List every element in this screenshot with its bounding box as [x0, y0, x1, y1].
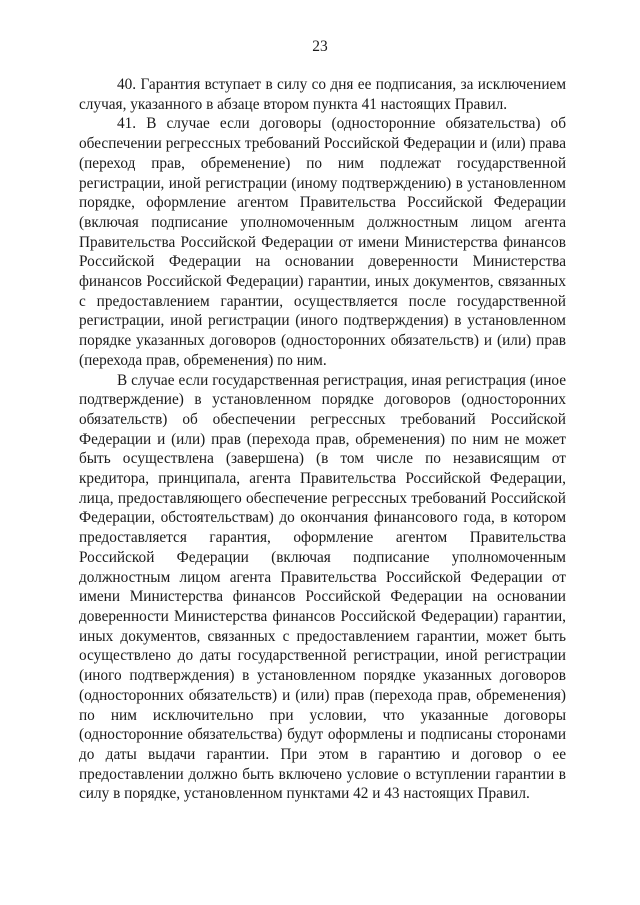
page-number: 23 — [312, 38, 328, 55]
paragraph-41-second: В случае если государственная регистрация, иная регистрация (иное подтверждение) в установленном порядке договоров (односторонних обязательств) об обеспечении регрессных требований Российской Федерации и (или) прав (перехода прав, обременения) по ним не может быть осуществлена (завершена) (в том числе по независящим от кредитора, принципала, агента Правительства Российской Федерации, лица, предоставляющего обеспечение регрессных требований Российской Федерации, обстоятельствам) до окончания финансового года, в котором предоставляется гарантия, оформление агентом Правительства Российской Федерации (включая подписание уполномоченным должностным лицом агента Правительства Российской Федерации от имени Министерства финансов Российской Федерации на основании доверенности Министерства финансов Российской Федерации) гарантии, иных документов, связанных с предоставлением гарантии, может быть осуществлено до даты государственной регистрации, иной регистрации (иного подтверждения) в установленном порядке указанных договоров (односторонних обязательств) и (или) прав (перехода прав, обременения) по ним исключительно при условии, что указанные договоры (односторонние обязательства) будут оформлены и подписаны сторонами до даты выдачи гарантии. При этом в гарантию и договор о ее предоставлении должно быть включено условие о вступлении гарантии в силу в порядке, установленном пунктами 42 и 43 настоящих Правил. — [79, 371, 566, 803]
paragraph-41: 41. В случае если договоры (односторонние обязательства) об обеспечении регрессных требований Российской Федерации и (или) права (переход прав, обременение) по ним подлежат государственной регистрации, иной регистрации (иному подтверждению) в установленном порядке, оформление агентом Правительства Российской Федерации (включая подписание уполномоченным должностным лицом агента Правительства Российской Федерации от имени Министерства финансов Российской Федерации на основании доверенности Министерства финансов Российской Федерации) гарантии, иных документов, связанных с предоставлением гарантии, осуществляется после государственной регистрации, иной регистрации (иного подтверждения) в установленном порядке указанных договоров (односторонних обязательств) и (или) прав (перехода прав, обременения) по ним. — [79, 115, 566, 369]
paragraph-40: 40. Гарантия вступает в силу со дня ее подписания, за исключением случая, указанного в абзаце втором пункта 41 настоящих Правил. — [79, 76, 566, 113]
document-body — [79, 75, 566, 804]
